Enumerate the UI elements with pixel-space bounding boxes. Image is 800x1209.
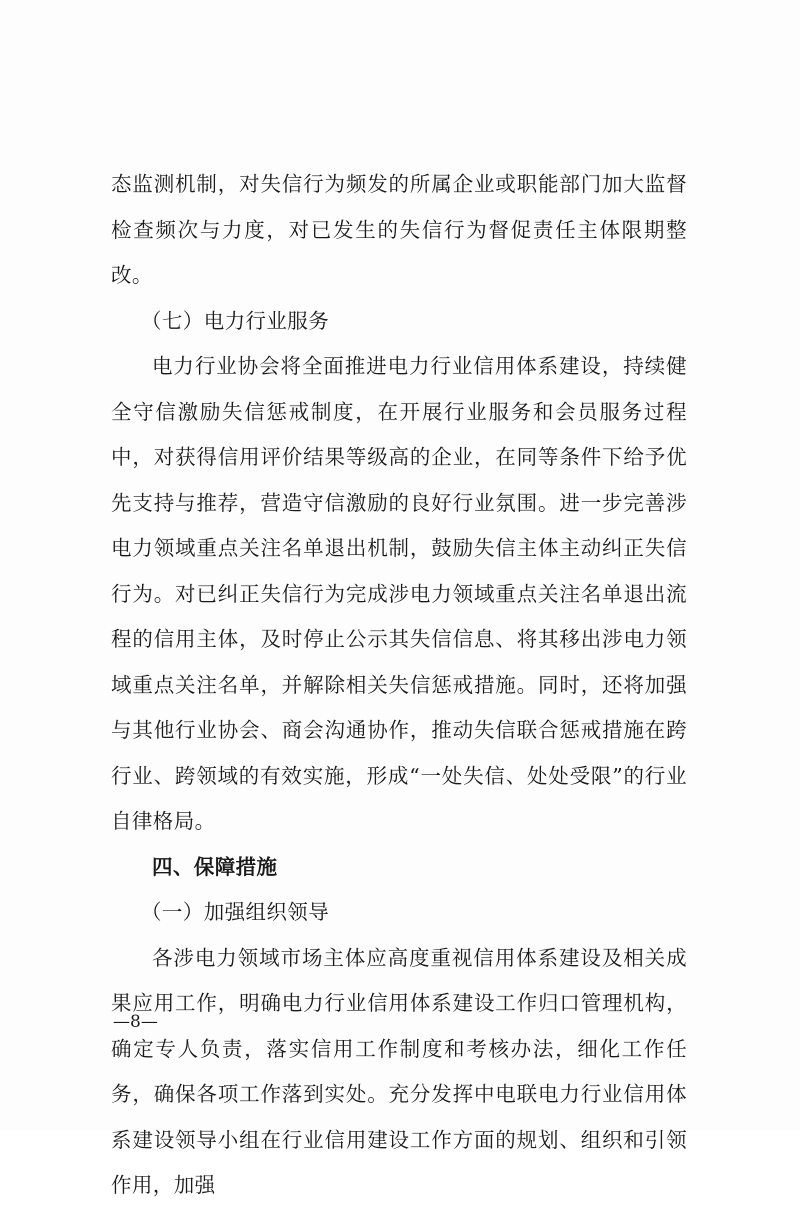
paragraph-industry-service: 电力行业协会将全面推进电力行业信用体系建设，持续健全守信激励失信惩戒制度，在开展行业服务和会员服务过程中，对获得信用评价结果等级高的企业，在同等条件下给予优先支持与推荐，营造守信激励的良好行业氛围。进一步完善涉电力领域重点关注名单退出机制，鼓励失信主体主动纠正失信行为。对已纠正失信行为完成涉电力领域重点关注名单退出流程的信用主体，及时停止公示其失信信息、将其移出涉电力领域重点关注名单，并解除相关失信惩戒措施。同时，还将加强与其他行业协会、商会沟通协作，推动失信联合惩戒措施在跨行业、跨领域的有效实施，形成“一处失信、处处受限”的行业自律格局。 [111,354,687,833]
section-heading-electric-industry-service: （七）电力行业服务 [141,308,330,333]
paragraph-organization-leadership: 各涉电力领域市场主体应高度重视信用体系建设及相关成果应用工作，明确电力行业信用体系建设工作归口管理机构，确定专人负责，落实信用工作制度和考核办法，细化工作任务，确保各项工作落到实处。充分发挥中电联电力行业信用体系建设领导小组在行业信用建设工作方面的规划、组织和引领作用，加强 [111,945,687,1197]
document-body [111,162,687,1209]
section-heading-safeguard-measures: 四、保障措施 [152,854,278,879]
paragraph-continuation: 态监测机制，对失信行为频发的所属企业或职能部门加大监督检查频次与力度，对已发生的失信行为督促责任主体限期整改。 [111,172,687,287]
section-heading-strengthen-leadership: （一）加强组织领导 [141,900,330,924]
page-number: —8— [113,1012,158,1032]
